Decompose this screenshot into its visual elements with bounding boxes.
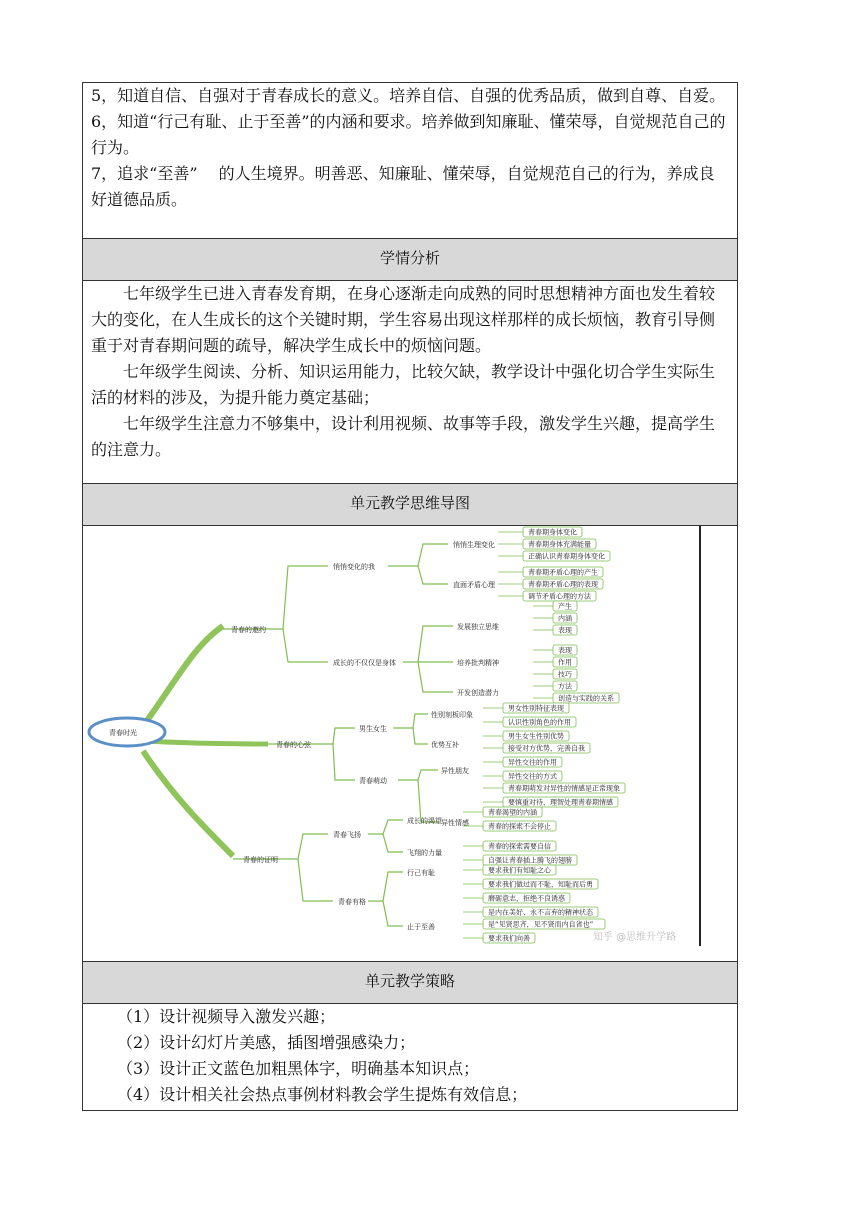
leaf-label: 男女性别特征表现	[508, 704, 564, 713]
leaf-label: 要求我们做过而不耻，知耻而后勇	[488, 880, 593, 889]
leaf-label: 是内在美好、永不言弃的精神状态	[488, 908, 593, 917]
leaf-label: 正确认识青春期身体变化	[528, 552, 605, 561]
leaf-nodes	[463, 527, 625, 943]
leaf-label: 调节矛盾心理的方法	[528, 592, 591, 601]
strategy-item-1: （1）设计视频导入激发兴趣；	[117, 1007, 336, 1026]
level2-node-3: 男生女生	[359, 725, 387, 733]
leaf-label: 方法	[558, 682, 572, 691]
root-label: 青春时光	[109, 729, 137, 737]
watermark: 知乎 @思维升学路	[593, 932, 677, 943]
leaf-label: 认识性别角色的作用	[508, 718, 571, 727]
strategy-item-4: （4）设计相关社会热点事例材料教会学生提炼有效信息；	[117, 1085, 528, 1104]
leaf-label: 表现	[558, 626, 572, 635]
level3-node-7: 优势互补	[431, 741, 459, 749]
objective-6: 6，知道“行己有耻、止于至善”的内涵和要求。培养做到知廉耻、懂荣辱，自觉规范自己的行为。	[91, 112, 726, 157]
level1-node-2: 青春的心弦	[276, 741, 311, 749]
leaf-label: 接受对方优势，完善自我	[508, 744, 585, 753]
leaf-label: 要慎重对待，理智处理青春期情感	[508, 798, 613, 807]
analysis-paragraph-2: 七年级学生阅读、分析、知识运用能力，比较欠缺，教学设计中强化切合学生实际生活的材料的涉及，为提升能力奠定基础；	[91, 362, 716, 407]
leaf-label: 男生女生性别优势	[508, 732, 564, 741]
level3-node-4: 培养批判精神	[457, 659, 499, 667]
level2-node-2: 成长的不仅仅是身体	[333, 659, 396, 667]
level2-node-1: 悄悄变化的我	[333, 563, 375, 571]
leaf-label: 自强让青春插上腾飞的翅膀	[488, 856, 572, 865]
mindmap-diagram	[83, 526, 737, 962]
level3-node-12: 行己有耻	[407, 869, 435, 877]
analysis-paragraph-1: 七年级学生已进入青春发育期，在身心逐渐走向成熟的同时思想精神方面也发生着较大的变化，在人生成长的这个关键时期，学生容易出现这样那样的成长烦恼，教育引导侧重于对青春期问题的疏导，解决学生成长中的烦恼问题。	[91, 284, 716, 355]
leaf-label: 技巧	[558, 670, 572, 679]
level3-node-5: 开发创造潜力	[457, 689, 499, 697]
leaf-label: 产生	[558, 602, 572, 611]
leaf-label: 青春期身体充满能量	[528, 540, 591, 549]
level2-node-5: 青春飞扬	[333, 831, 361, 839]
strategy-item-2: （2）设计幻灯片美感，插图增强感染力；	[117, 1033, 416, 1052]
leaf-label: 异性交往的作用	[508, 758, 557, 767]
level1-node-1: 青春的邀约	[231, 626, 266, 634]
leaf-label: 青春的探索不会停止	[488, 822, 551, 831]
analysis-header	[83, 239, 737, 281]
objectives-cell	[83, 83, 737, 239]
objective-7: 7，追求“至善” 的人生境界。明善恶、知廉耻、懂荣辱，自觉规范自己的行为，养成良好道德品质。	[91, 164, 715, 209]
analysis-title: 学情分析	[379, 249, 440, 267]
level3-node-10: 成长的渴望	[407, 817, 442, 825]
level3-node-3: 发展独立思维	[457, 623, 499, 631]
leaf-label: 是“见贤思齐，见不贤而内自省也”	[488, 920, 594, 929]
leaf-label: 要求我们有知耻之心	[488, 866, 551, 875]
strategy-cell	[83, 1004, 737, 1110]
level3-node-1: 悄悄生理变化	[453, 541, 495, 549]
level3-node-9: 异性情感	[441, 819, 469, 827]
mindmap-header	[83, 484, 737, 526]
level1-node-3: 青春的证明	[243, 856, 278, 864]
leaf-label: 要求我们向善	[488, 934, 530, 943]
objective-5: 5，知道自信、自强对于青春成长的意义。培养自信、自强的优秀品质，做到自尊、自爱。	[91, 86, 726, 105]
leaf-label: 青春的探索需要自信	[488, 842, 551, 851]
level3-node-11: 飞翔的力量	[407, 849, 442, 857]
analysis-paragraph-3: 七年级学生注意力不够集中，设计利用视频、故事等手段，激发学生兴趣，提高学生的注意力。	[91, 414, 716, 459]
strategy-title: 单元教学策略	[364, 972, 455, 990]
leaf-label: 青春期矛盾心理的产生	[528, 568, 598, 577]
level3-node-2: 直面矛盾心理	[453, 581, 495, 589]
leaf-label: 作用	[558, 658, 572, 667]
leaf-label: 青春期萌发对异性的情感是正常现象	[508, 784, 620, 793]
leaf-label: 内涵	[558, 614, 572, 623]
level2-node-6: 青春有格	[338, 898, 366, 906]
level3-node-8: 异性朋友	[441, 767, 469, 775]
level2-nodes	[333, 562, 396, 906]
strategy-item-3: （3）设计正文蓝色加粗黑体字，明确基本知识点；	[117, 1059, 480, 1078]
level2-node-4: 青春萌动	[359, 777, 387, 785]
leaf-label: 青春渴望的内涵	[488, 808, 537, 817]
leaf-label: 表现	[558, 646, 572, 655]
lesson-plan-table	[82, 82, 738, 1111]
mindmap-title: 单元教学思维导图	[349, 494, 470, 512]
level3-node-13: 止于至善	[407, 923, 435, 931]
mindmap-image	[83, 526, 737, 962]
analysis-cell	[83, 281, 737, 484]
leaf-label: 磨砺意志，拒绝不良诱惑	[488, 894, 565, 903]
leaf-label: 青春期身体变化	[528, 528, 577, 537]
leaf-label: 青春期矛盾心理的表现	[528, 580, 598, 589]
strategy-header	[83, 962, 737, 1004]
leaf-label: 异性交往的方式	[508, 772, 557, 781]
leaf-label: 创造与实践的关系	[558, 694, 614, 703]
level3-node-6: 性别刻板印象	[431, 711, 473, 719]
